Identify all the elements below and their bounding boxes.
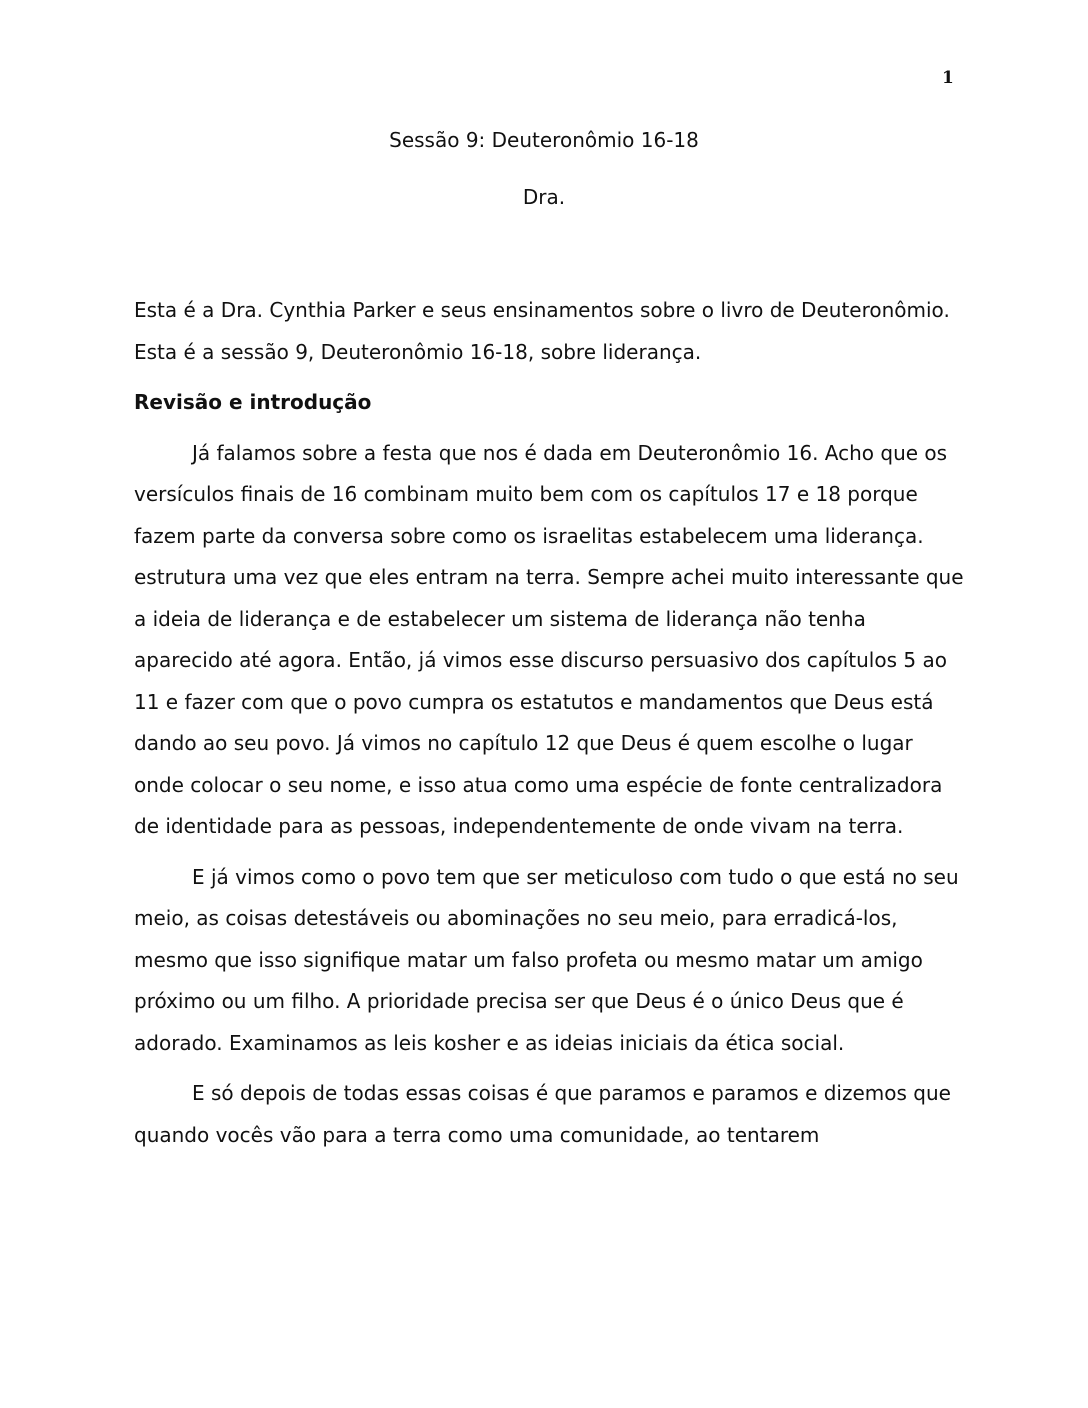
- body-paragraph-1: Já falamos sobre a festa que nos é dada em Deuteronômio 16. Acho que os versículos finais de 16 combinam muito bem com os capítulos 17 e 18 porque fazem parte da conversa sobre como os israelitas estabelecem uma liderança. estrutura uma vez que eles entram na terra. Sempre achei muito interessante que a ideia de liderança e de estabelecer um sistema de liderança não tenha aparecido até agora. Então, já vimos esse discurso persuasivo dos capítulos 5 ao 11 e fazer com que o povo cumpra os estatutos e mandamentos que Deus está dando ao seu povo. Já vimos no capítulo 12 que Deus é quem escolhe o lugar onde colocar o seu nome, e isso atua como uma espécie de fonte centralizadora de identidade para as pessoas, independentemente de onde vivam na terra.: [134, 440, 964, 838]
- page-number: 1: [942, 68, 954, 88]
- body-paragraph-3: E só depois de todas essas coisas é que paramos e paramos e dizemos que quando vocês vão para a terra como uma comunidade, ao tentarem: [134, 1081, 951, 1147]
- document-title: Sessão 9: Deuteronômio 16-18: [389, 128, 699, 152]
- body-paragraph-2: E já vimos como o povo tem que ser meticuloso com tudo o que está no seu meio, as coisas detestáveis ou abominações no seu meio, para erradicá-los, mesmo que isso signifique matar um falso profeta ou mesmo matar um amigo próximo ou um filho. A prioridade precisa ser que Deus é o único Deus que é adorado. Examinamos as leis kosher e as ideias iniciais da ética social.: [134, 864, 959, 1055]
- document-author: Dra.: [522, 185, 566, 209]
- document-body: [134, 290, 964, 1165]
- section-heading: Revisão e introdução: [134, 390, 372, 414]
- intro-paragraph: Esta é a Dra. Cynthia Parker e seus ensinamentos sobre o livro de Deuteronômio. Esta é a sessão 9, Deuteronômio 16-18, sobre liderança.: [134, 298, 950, 364]
